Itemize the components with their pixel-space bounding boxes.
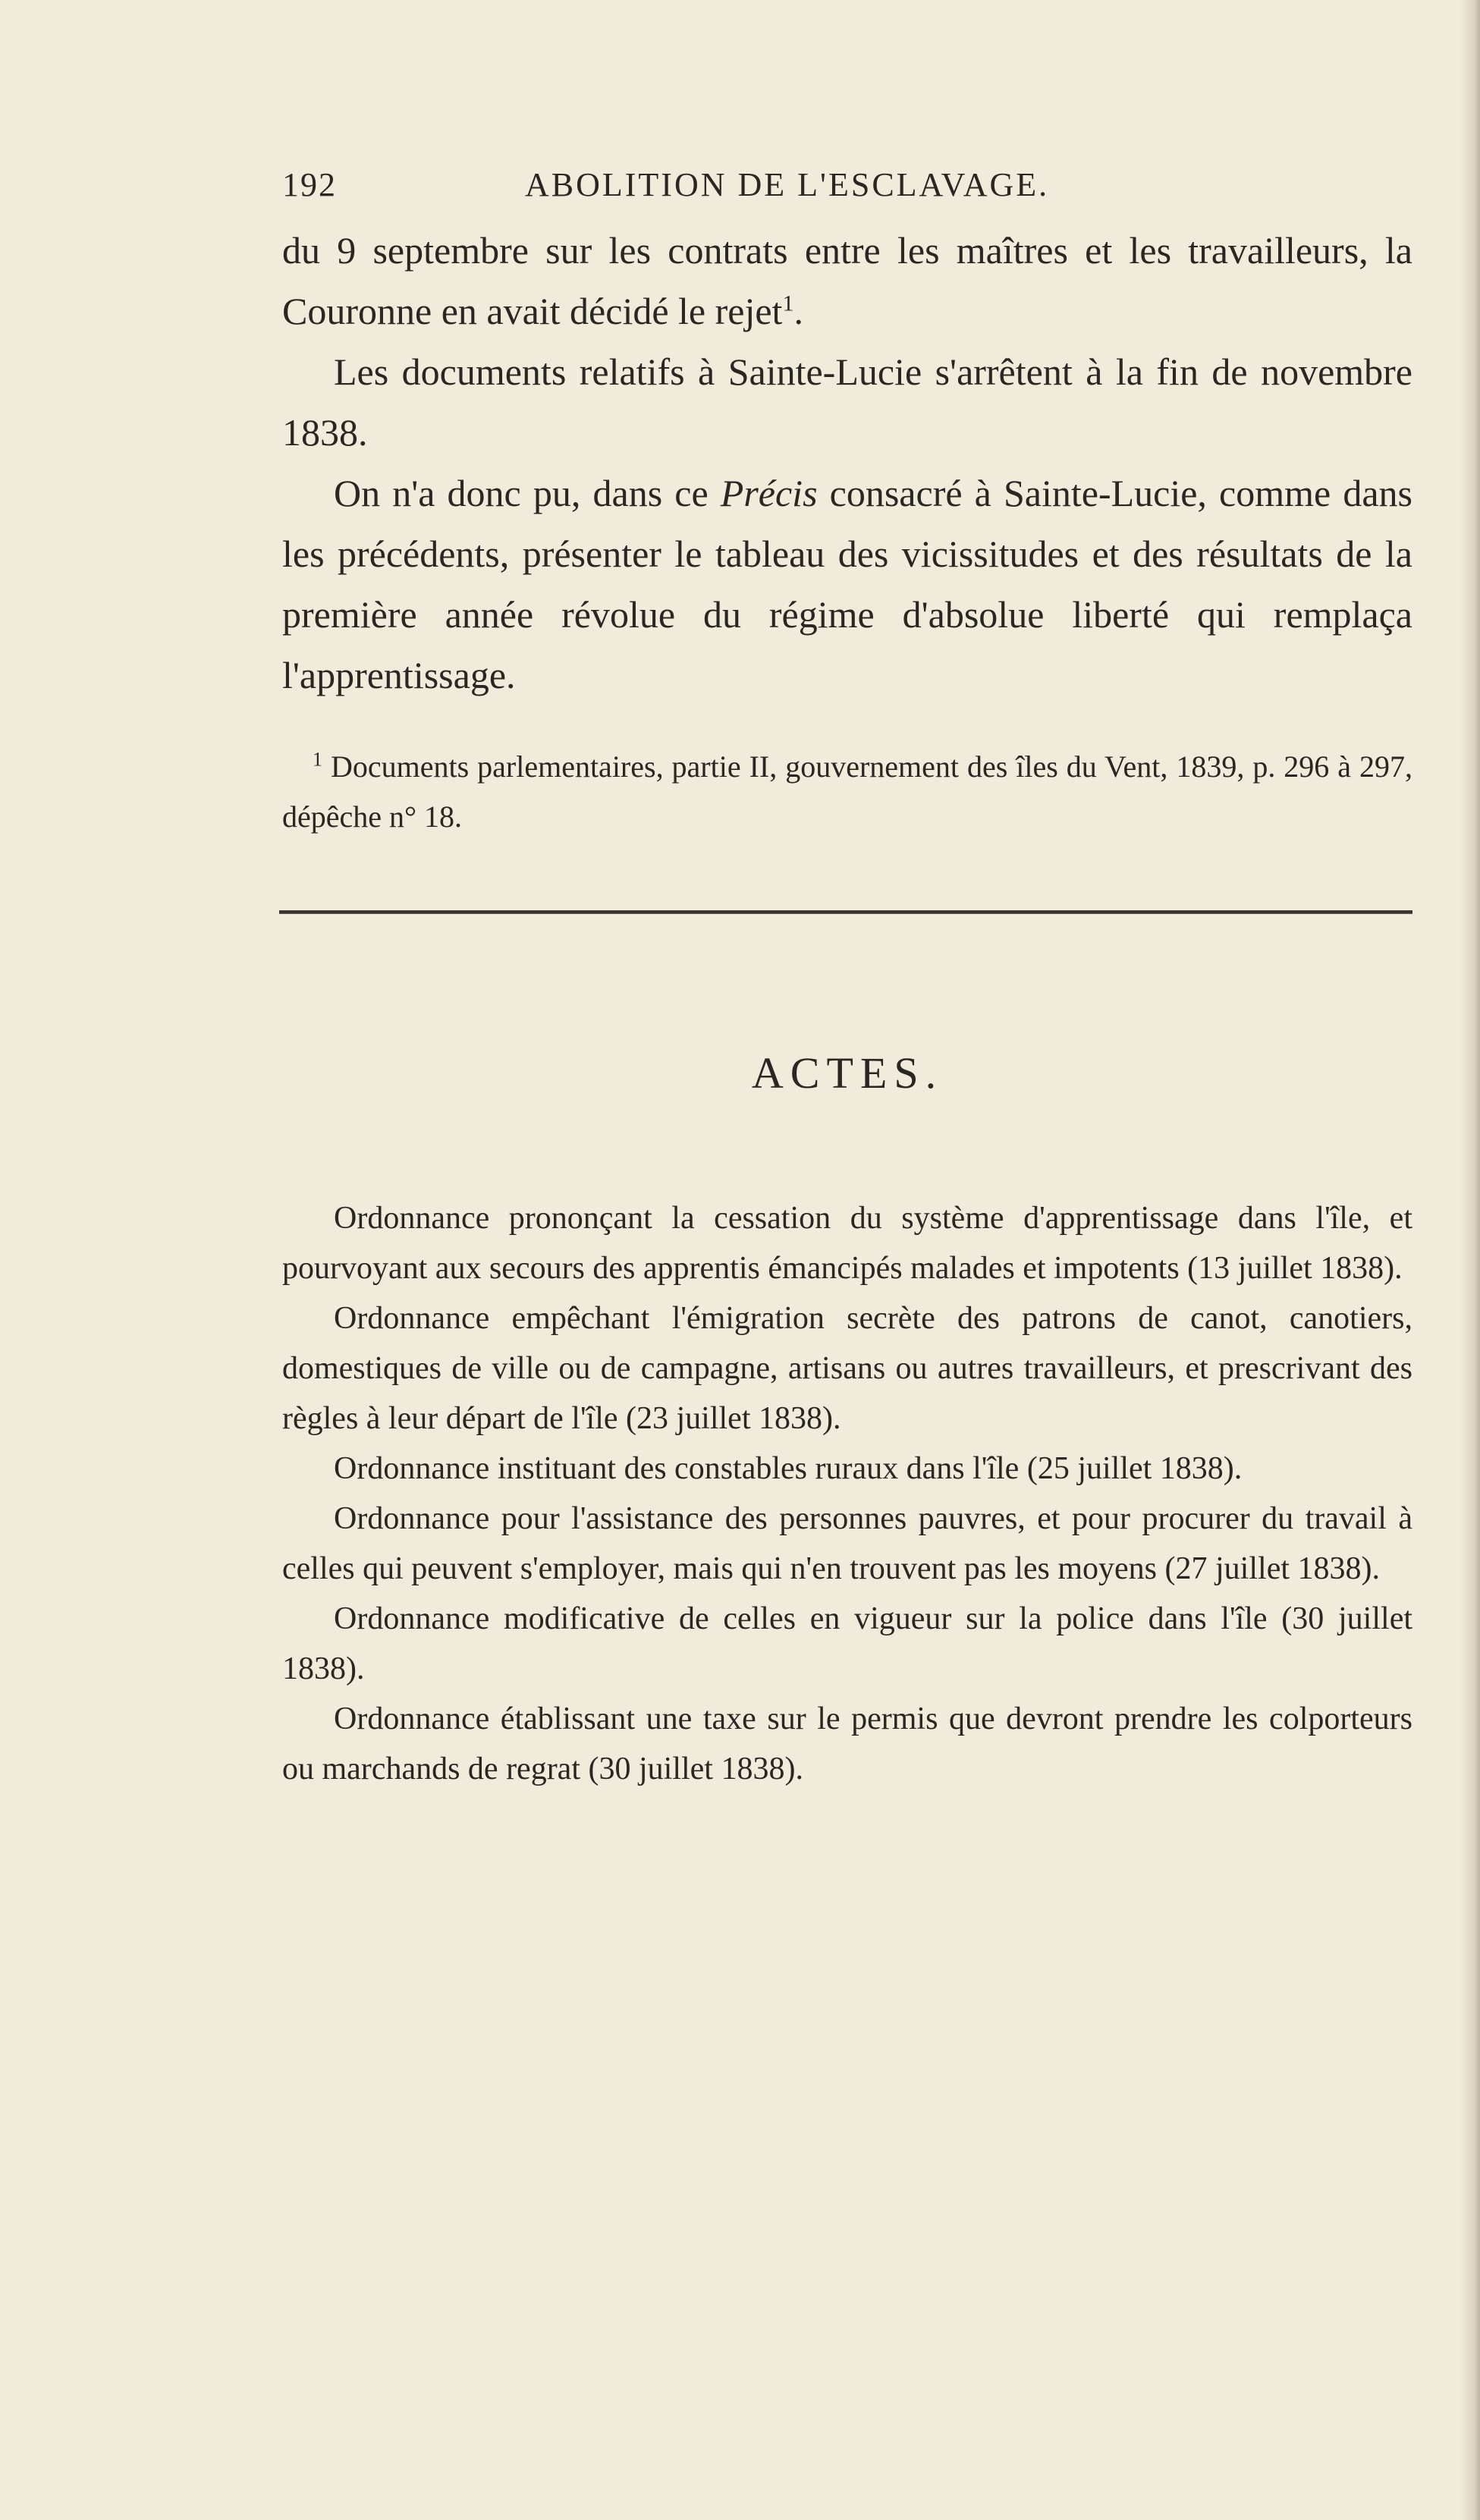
section-title: ACTES.	[751, 1048, 944, 1098]
act-item: Ordonnance établissant une taxe sur le permis que devront prendre les colporteurs ou marchands de regrat (30 juillet 1838).	[282, 1701, 1412, 1786]
footnote-mark: 1	[313, 748, 322, 771]
paragraph-documents: Les documents relatifs à Sainte-Lucie s'arrêtent à la fin de novembre 1838.	[282, 350, 1412, 454]
paragraph-precis	[282, 463, 1412, 705]
page-number: 192	[282, 166, 337, 203]
footnote-reference: 1	[782, 291, 794, 316]
body-text	[282, 220, 1412, 705]
paragraph-contracts	[282, 220, 1412, 341]
paragraph-precis-start: On n'a donc pu, dans ce	[334, 472, 721, 514]
running-head	[282, 152, 1412, 220]
act-item: Ordonnance pour l'assistance des personnes pauvres, et pour procurer du travail à celles qui peuvent s'employer, mais qui n'en trouvent pas les moyens (27 juillet 1838).	[282, 1501, 1412, 1586]
acts-list	[282, 1193, 1412, 1794]
running-title: ABOLITION DE L'ESCLAVAGE.	[525, 166, 1050, 203]
footnote-text: Documents parlementaires, partie II, gouvernement des îles du Vent, 1839, p. 296 à 297, dépêche n° 18.	[282, 749, 1412, 834]
section-divider	[279, 910, 1412, 914]
act-item: Ordonnance prononçant la cessation du système d'apprentissage dans l'île, et pourvoyant aux secours des apprentis émancipés malades et impotents (13 juillet 1838).	[282, 1201, 1412, 1286]
precis-italic: Précis	[720, 472, 818, 514]
act-item: Ordonnance empêchant l'émigration secrète des patrons de canot, canotiers, domestiques de ville ou de campagne, artisans ou autres travailleurs, et prescrivant des règles à leur départ de l'île (23 juillet 1838).	[282, 1301, 1412, 1436]
paragraph-contracts-text: du 9 septembre sur les contrats entre les maîtres et les travailleurs, la Couronne en avait décidé le rejet	[282, 229, 1412, 332]
footnote	[282, 742, 1412, 842]
paragraph-contracts-end: .	[793, 290, 803, 332]
paragraph-precis-rest: consacré à Sainte-Lucie, comme dans les précédents, présenter le tableau des vicissitudes et des résultats de la première année révolue du régime d'absolue liberté qui remplaça l'apprentissage.	[282, 472, 1412, 696]
page-content	[282, 152, 1412, 1794]
page-edge-shadow	[1460, 0, 1480, 2520]
act-item: Ordonnance modificative de celles en vigueur sur la police dans l'île (30 juillet 1838).	[282, 1601, 1412, 1686]
act-item: Ordonnance instituant des constables ruraux dans l'île (25 juillet 1838).	[334, 1451, 1243, 1486]
